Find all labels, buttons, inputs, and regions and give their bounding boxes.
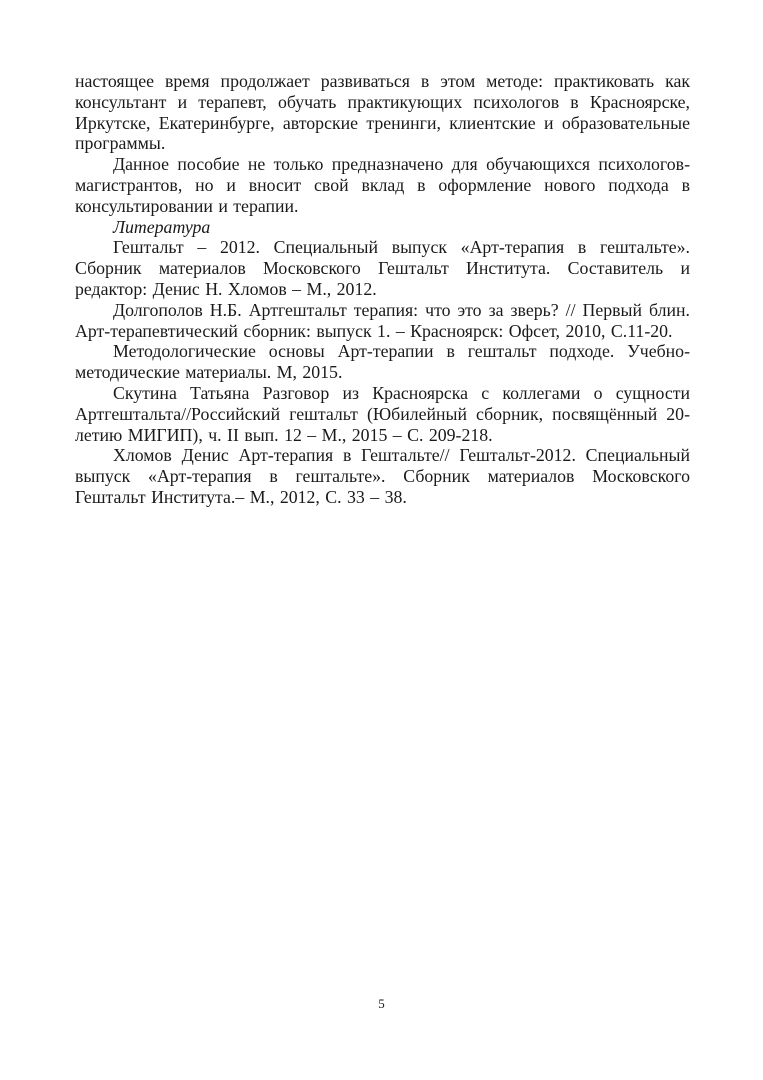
body-paragraph: Данное пособие не только предназначено для обучающихся психологов-магистрантов, но и вносит свой вклад в оформление нового подхода в консультировании и терапии. — [75, 154, 690, 216]
reference-entry: Гештальт – 2012. Специальный выпуск «Арт-терапия в гештальте». Сборник материалов Московского Гештальт Института. Составитель и редактор: Денис Н. Хломов – М., 2012. — [75, 237, 690, 299]
reference-entry: Скутина Татьяна Разговор из Красноярска с коллегами о сущности Артгештальта//Российский гештальт (Юбилейный сборник, посвящённый 20-летию МИГИП), ч. II вып. 12 – М., 2015 – С. 209-218. — [75, 382, 690, 445]
reference-entry: Методологические основы Арт-терапии в гештальт подходе. Учебно-методические материалы. М, 2015. — [75, 341, 690, 383]
reference-entry: Хломов Денис Арт-терапия в Гештальте// Гештальт-2012. Специальный выпуск «Арт-терапия в гештальте». Сборник материалов Московского Гештальт Института.– М., 2012, С. 33 – 38. — [75, 445, 690, 507]
reference-entry: Долгополов Н.Б. Артгештальт терапия: что это за зверь? // Первый блин. Арт-терапевтический сборник: выпуск 1. – Красноярск: Офсет, 2010, С.11-20. — [75, 299, 690, 341]
page-footer — [0, 995, 763, 1013]
body-paragraph-continuation: настоящее время продолжает развиваться в этом методе: практиковать как консультант и терапевт, обучать практикующих психологов в Красноярске, Иркутске, Екатеринбурге, авторские тренинги, клиентские и образовательные программы. — [75, 71, 690, 154]
text-block — [75, 71, 690, 508]
literature-section-heading: Литература — [113, 216, 211, 237]
page-number: 5 — [378, 996, 385, 1011]
